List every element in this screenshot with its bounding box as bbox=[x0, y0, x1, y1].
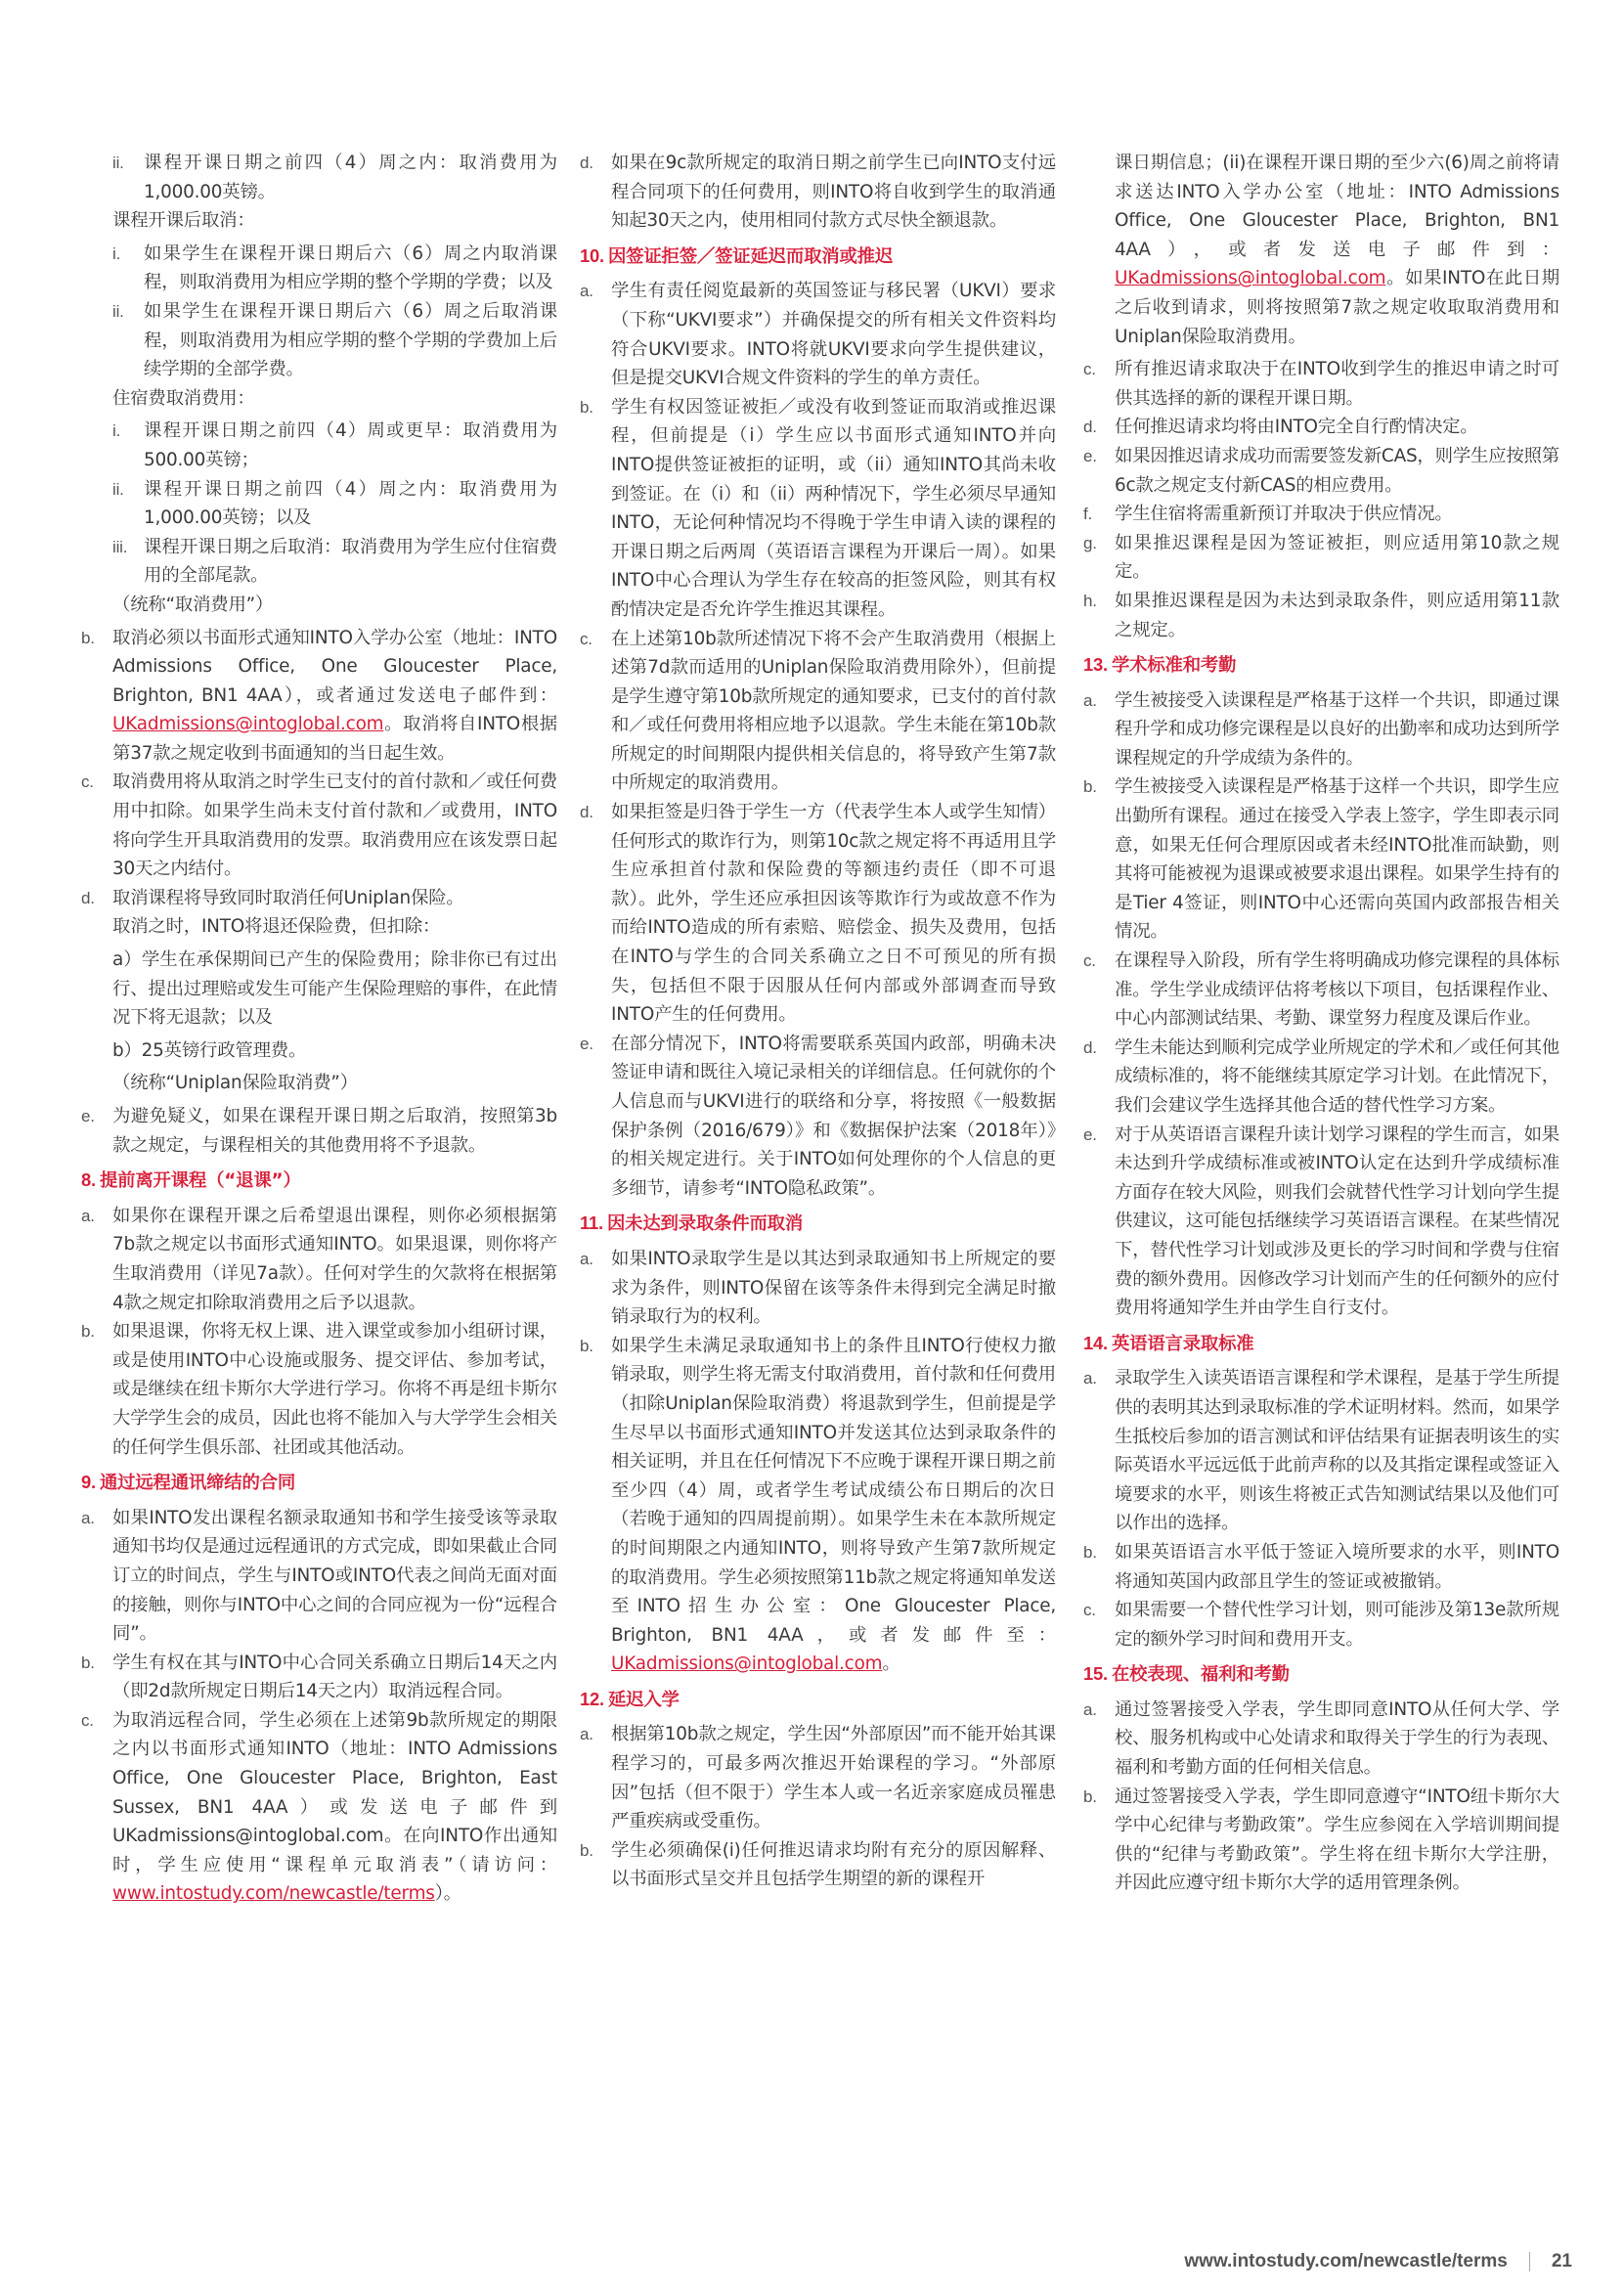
clause-item bbox=[1083, 686, 1559, 773]
clause-item bbox=[580, 798, 1056, 1030]
paragraph-text bbox=[81, 591, 557, 620]
text-span: 如果INTO发出课程名额录取通知书和学生接受该等录取通知书均仅是通过远程通讯的方式完成，即如果截止合同订立的时间点，学生与INTO或INTO代表之间尚无面对面的接触，则你与INTO中心之间的合同应视为一份“远程合同”。 bbox=[112, 1507, 557, 1645]
clause-item bbox=[81, 475, 557, 533]
clause-marker: a. bbox=[580, 282, 593, 301]
clause-item bbox=[1083, 772, 1559, 947]
clause-text bbox=[144, 297, 557, 384]
clause-text bbox=[1115, 1538, 1559, 1596]
clause-text bbox=[611, 625, 1056, 799]
clause-item bbox=[81, 624, 557, 769]
clause-marker: e. bbox=[580, 1034, 593, 1053]
text-span: 在课程导入阶段，所有学生将明确成功修完课程的具体标准。学生学业成绩评估将考核以下项目，包括课程作业、中心内部测试结果、考勤、课堂努力程度及课后作业。 bbox=[1115, 950, 1559, 1030]
clause-item bbox=[580, 625, 1056, 799]
clause-text bbox=[611, 1836, 1056, 1894]
section-title: 在校表现、福利和考勤 bbox=[1111, 1664, 1290, 1686]
hyperlink[interactable]: UKadmissions@intoglobal.com bbox=[1115, 268, 1386, 289]
clause-item bbox=[81, 1504, 557, 1649]
text-span: 为取消远程合同，学生必须在上述第9b款所规定的期限之内以书面形式通知INTO（地址：INTO Admissions Office, One Gloucester Place, Brighton, East Sussex, BN1 4AA）或发送电子邮件到UKadmissions@intoglobal.com。在向INTO作出通知时，学生应使用“课程单元取消表”（请访问： bbox=[112, 1709, 557, 1875]
text-span: 如果推迟课程是因为签证被拒，则应适用第10款之规定。 bbox=[1115, 532, 1559, 583]
section-number: 11. bbox=[580, 1212, 603, 1234]
footer-url[interactable]: www.intostudy.com/newcastle/terms bbox=[1184, 2251, 1508, 2271]
text-span: 学生未能达到顺利完成学业所规定的学术和／或任何其他成绩标准的，将不能继续其原定学习计划。在此情况下，我们会建议学生选择其他合适的替代性学习方案。 bbox=[1115, 1036, 1559, 1116]
clause-marker: d. bbox=[580, 803, 593, 822]
clause-text bbox=[611, 1030, 1056, 1204]
text-span: 如果拒签是归咎于学生一方（代表学生本人或学生知情）任何形式的欺诈行为，则第10c款之规定将不再适用且学生应承担首付款和保险费的等额违约责任（即不可退款）。此外，学生还应承担因该等欺诈行为或故意不作为而给INTO造成的所有索赔、赔偿金、损失及费用，包括在INTO与学生的合同关系确立之日不可预见的所有损失，包括但不限于因服从任何内部或外部调查而导致INTO产生的任何费用。 bbox=[611, 802, 1056, 1026]
clause-item bbox=[1083, 442, 1559, 500]
clause-item bbox=[580, 149, 1056, 236]
clause-item bbox=[81, 240, 557, 297]
text-span: （统称“Uniplan保险取消费”） bbox=[112, 1073, 358, 1094]
clause-marker: c. bbox=[1083, 360, 1096, 379]
hyperlink[interactable]: UKadmissions@intoglobal.com bbox=[112, 714, 384, 735]
clause-item bbox=[81, 417, 557, 474]
text-span: 如果学生未满足录取通知书上的条件且INTO行使权力撤销录取，则学生将无需支付取消费用，首付款和任何费用（扣除Uniplan保险取消费）将退款到学生，但前提是学生尽早以书面形式通知INTO并发送其位达到录取条件的相关证明，并且在任何情况下不应晚于课程开课日期之前至少四（4）周，或者学生考试成绩公布日期后的次日（若晚于通知的四周提前期）。如果学生未在本款所规定的时间期限之内通知INTO，则将导致产生第7款所规定的取消费用。学生必须按照第11b款之规定将通知单发送至INTO招生办公室：One Gloucester Place, Brighton, BN1 4AA，或者发邮件至： bbox=[611, 1335, 1056, 1646]
section-title: 延迟入学 bbox=[607, 1689, 680, 1710]
clause-item bbox=[81, 1202, 557, 1317]
section-number: 8. bbox=[81, 1169, 96, 1191]
paragraph-text bbox=[81, 946, 557, 1033]
clause-item bbox=[580, 393, 1056, 625]
clause-text bbox=[1115, 587, 1559, 644]
clause-item bbox=[1083, 1596, 1559, 1653]
paragraph-text bbox=[81, 206, 557, 236]
clause-item bbox=[81, 1649, 557, 1706]
text-span: 在上述第10b款所述情况下将不会产生取消费用（根据上述第7d款而适用的Uniplan保险取消费用除外），但前提是学生遵守第10b款所规定的通知要求，已支付的首付款和／或任何费用将相应地予以退款。学生未能在第10b款所规定的时间期限内提供相关信息的，将导致产生第7款中所规定的取消费用。 bbox=[611, 628, 1056, 794]
clause-marker: e. bbox=[1083, 1124, 1097, 1144]
text-span: （统称“取消费用”） bbox=[112, 594, 274, 615]
text-span: 如果需要一个替代性学习计划，则可能涉及第13e款所规定的额外学习时间和费用开支。 bbox=[1115, 1600, 1559, 1650]
clause-text bbox=[611, 393, 1056, 625]
clause-marker: ii. bbox=[112, 154, 124, 172]
clause-marker: a. bbox=[1083, 690, 1097, 710]
text-span: 课程开课日期之前四（4）周或更早：取消费用为500.00英镑； bbox=[144, 420, 557, 470]
clause-marker: i. bbox=[112, 421, 121, 441]
paragraph-text bbox=[81, 1036, 557, 1066]
section-title: 因签证拒签／签证延迟而取消或推迟 bbox=[607, 245, 894, 267]
text-span: ）。 bbox=[434, 1883, 461, 1905]
section-heading bbox=[1083, 650, 1559, 681]
page-number: 21 bbox=[1551, 2251, 1572, 2271]
clause-item bbox=[580, 1836, 1056, 1894]
clause-marker: h. bbox=[1083, 591, 1097, 610]
clause-marker: b. bbox=[1083, 1786, 1097, 1806]
clause-marker: b. bbox=[580, 397, 593, 417]
text-span: 学生有权因签证被拒／或没有收到签证而取消或推迟课程，但前提是（i）学生应以书面形式通知INTO并向INTO提供签证被拒的证明，或（ii）通知INTO其尚未收到签证。在（i）和（ii）两种情况下，学生必须尽早通知INTO，无论何种情况均不得晚于学生申请入读的课程的开课日期之后两周（英语语言课程为开课后一周）。如果INTO中心合理认为学生存在较高的拒签风险，则其有权酌情决定是否允许学生推迟其课程。 bbox=[611, 396, 1056, 620]
clause-text bbox=[1115, 1696, 1559, 1783]
clause-text bbox=[1115, 413, 1559, 442]
column-right bbox=[1083, 149, 1559, 1898]
clause-text bbox=[1115, 355, 1559, 413]
clause-item bbox=[1083, 1696, 1559, 1783]
hyperlink[interactable]: UKadmissions@intoglobal.com bbox=[611, 1653, 883, 1675]
clause-text bbox=[1115, 1121, 1559, 1323]
text-span: 如果INTO录取学生是以其达到录取通知书上所规定的要求为条件，则INTO保留在该等条件未得到完全满足时撤销录取行为的权利。 bbox=[611, 1248, 1056, 1328]
clause-text bbox=[112, 1706, 557, 1909]
clause-item bbox=[1083, 413, 1559, 442]
clause-marker: b. bbox=[1083, 777, 1097, 797]
clause-item bbox=[81, 1317, 557, 1462]
clause-item bbox=[1083, 587, 1559, 644]
clause-marker: d. bbox=[81, 888, 95, 907]
section-number: 12. bbox=[580, 1688, 604, 1709]
clause-marker: b. bbox=[580, 1336, 593, 1355]
clause-marker: iii. bbox=[112, 537, 128, 556]
clause-item bbox=[1083, 500, 1559, 529]
clause-item bbox=[580, 1030, 1056, 1204]
clause-marker: f. bbox=[1083, 505, 1093, 524]
text-span: 如果退课，你将无权上课、进入课堂或参加小组研讨课，或是使用INTO中心设施或服务、提交评估、参加考试，或是继续在纽卡斯尔大学进行学习。你将不再是纽卡斯尔大学学生会的成员，因此也将不能加入与大学学生会相关的任何学生俱乐部、社团或其他活动。 bbox=[112, 1321, 557, 1458]
clause-item bbox=[1083, 1034, 1559, 1121]
clause-item bbox=[81, 884, 557, 913]
section-heading bbox=[580, 1209, 1056, 1239]
text-span: 任何推迟请求均将由INTO完全自行酌情决定。 bbox=[1115, 417, 1478, 438]
clause-marker: ii. bbox=[112, 479, 124, 499]
footer-divider bbox=[1529, 2252, 1530, 2271]
clause-text bbox=[611, 1332, 1056, 1679]
text-span: 如果学生在课程开课日期后六（6）周之后取消课程，则取消费用为相应学期的整个学期的学费加上后续学期的全部学费。 bbox=[144, 300, 557, 380]
paragraph-text bbox=[81, 1069, 557, 1098]
clause-item bbox=[81, 297, 557, 384]
text-span: 如果英语语言水平低于签证入境所要求的水平，则INTO将通知英国内政部且学生的签证或被撤销。 bbox=[1115, 1541, 1559, 1592]
clause-item bbox=[1083, 947, 1559, 1034]
text-span: 根据第10b款之规定，学生因“外部原因”而不能开始其课程学习的，可最多两次推迟开始课程的学习。“外部原因”包括（但不限于）学生本人或一名近亲家庭成员罹患严重疾病或受重伤。 bbox=[611, 1724, 1056, 1832]
text-span: 学生有权在其与INTO中心合同关系确立日期后14天之内（即2d款所规定日期后14天之内）取消远程合同。 bbox=[112, 1652, 557, 1702]
clause-marker: c. bbox=[580, 629, 593, 648]
text-span: 学生被接受入读课程是严格基于这样一个共识，即学生应出勤所有课程。通过在接受入学表上签字，学生即表示同意，如果无任何合理原因或者未经INTO批准而缺勤，则其将可能被视为退课或被要求退出课程。如果学生持有的是Tier 4签证，则INTO中心还需向英国内政部报告相关情况。 bbox=[1115, 776, 1559, 943]
clause-item bbox=[81, 1102, 557, 1160]
clause-item bbox=[580, 1720, 1056, 1835]
clause-text bbox=[112, 884, 557, 913]
clause-marker: e. bbox=[1083, 446, 1097, 465]
section-number: 14. bbox=[1083, 1332, 1108, 1353]
text-span: 取消之时，INTO将退还保险费，但扣除： bbox=[112, 916, 441, 938]
text-span: a）学生在承保期间已产生的保险费用；除非你已有过出行、提出过理赔或发生可能产生保险理赔的事件，在此情况下将无退款；以及 bbox=[112, 949, 557, 1029]
text-span: 通过签署接受入学表，学生即同意INTO从任何大学、学校、服务机构或中心处请求和取得关于学生的行为表现、福利和考勤方面的任何相关信息。 bbox=[1115, 1698, 1559, 1779]
column-left bbox=[81, 149, 557, 1909]
clause-text bbox=[1115, 686, 1559, 773]
clause-text bbox=[1115, 442, 1559, 500]
section-heading bbox=[81, 1166, 557, 1196]
clause-marker: b. bbox=[1083, 1542, 1097, 1562]
clause-text bbox=[112, 1202, 557, 1317]
text-span: 如果学生在课程开课日期后六（6）周之内取消课程，则取消费用为相应学期的整个学期的学费；以及 bbox=[144, 242, 557, 293]
clause-text bbox=[1115, 1783, 1559, 1898]
clause-text bbox=[144, 533, 557, 591]
clause-marker: e. bbox=[81, 1107, 95, 1125]
section-title: 英语语言录取标准 bbox=[1111, 1333, 1254, 1354]
clause-item bbox=[1083, 1121, 1559, 1323]
clause-item bbox=[1083, 355, 1559, 413]
clause-text bbox=[1115, 1596, 1559, 1653]
text-span: 取消必须以书面形式通知INTO入学办公室（地址：INTO Admissions Office, One Gloucester Place, Brighton, BN1 4AA），或者通过发送电子邮件到： bbox=[112, 627, 557, 706]
clause-marker: g. bbox=[1083, 533, 1097, 552]
clause-text bbox=[1115, 500, 1559, 529]
text-span: 取消课程将导致同时取消任何Uniplan保险。 bbox=[112, 887, 464, 908]
clause-marker: a. bbox=[580, 1249, 593, 1268]
clause-text bbox=[144, 240, 557, 297]
clause-text bbox=[611, 798, 1056, 1030]
section-heading bbox=[580, 242, 1056, 272]
section-number: 10. bbox=[580, 244, 604, 266]
clause-text bbox=[611, 1720, 1056, 1835]
clause-text bbox=[112, 1649, 557, 1706]
text-span: 在部分情况下，INTO将需要联系英国内政部，明确未决签证申请和既往入境记录相关的详细信息。任何就你的个人信息而与UKVI进行的联络和分享，将按照《一般数据保护条例（2016/679）》和《数据保护法案（2018年）》的相关规定进行。关于INTO如何处理你的个人信息的更多细节，请参考“INTO隐私政策”。 bbox=[611, 1033, 1056, 1199]
clause-item bbox=[1083, 1538, 1559, 1596]
text-span: 。如果INTO在此日期之后收到请求，则将按照第7款之规定收取取消费用和Uniplan保险取消费用。 bbox=[1115, 268, 1559, 347]
clause-text bbox=[611, 277, 1056, 392]
section-title: 因未达到录取条件而取消 bbox=[606, 1213, 804, 1235]
column-middle bbox=[580, 149, 1056, 1894]
text-span: 课程开课日期之前四（4）周之内：取消费用为1,000.00英镑。 bbox=[144, 153, 557, 202]
section-title: 通过远程通讯缔结的合同 bbox=[99, 1473, 296, 1494]
clause-marker: a. bbox=[1083, 1369, 1097, 1388]
clause-text bbox=[611, 149, 1056, 236]
clause-marker: c. bbox=[1083, 1601, 1096, 1620]
text-span: 如果推迟课程是因为未达到录取条件，则应适用第11款之规定。 bbox=[1115, 590, 1559, 640]
clause-item bbox=[580, 1332, 1056, 1679]
text-span: 学生被接受入读课程是严格基于这样一个共识，即通过课程升学和成功修完课程是以良好的出勤率和成功达到所学课程规定的升学成绩为条件的。 bbox=[1115, 689, 1559, 769]
text-span: 学生住宿将需重新预订并取决于供应情况。 bbox=[1115, 504, 1453, 525]
text-span: 。 bbox=[882, 1653, 900, 1675]
text-span: 课程开课日期之后取消：取消费用为学生应付住宿费用的全部尾款。 bbox=[144, 536, 557, 587]
clause-marker: b. bbox=[81, 628, 95, 647]
clause-marker: a. bbox=[81, 1508, 95, 1527]
clause-marker: a. bbox=[580, 1725, 593, 1744]
clause-text bbox=[112, 1102, 557, 1160]
text-span: 学生有责任阅览最新的英国签证与移民署（UKVI）要求（下称“UKVI要求”）并确保提交的所有相关文件资料均符合UKVI要求。INTO将就UKVI要求向学生提供建议，但是提交UKVI合规文件资料的学生的单方责任。 bbox=[611, 281, 1056, 389]
clause-marker: b. bbox=[580, 1840, 593, 1860]
clause-item bbox=[1083, 529, 1559, 587]
clause-text bbox=[1115, 1364, 1559, 1538]
text-span: 录取学生入读英语语言课程和学术课程，是基于学生所提供的表明其达到录取标准的学术证明材料。然而，如果学生抵校后参加的语言测试和评估结果有证据表明该生的实际英语水平远远低于此前声称的以及其指定课程或签证入境要求的水平，则该生将被正式告知测试结果以及他们可以作出的选择。 bbox=[1115, 1368, 1559, 1534]
text-span: 如果在9c款所规定的取消日期之前学生已向INTO支付远程合同项下的任何费用，则INTO将自收到学生的取消通知起30天之内，使用相同付款方式尽快全额退款。 bbox=[611, 153, 1056, 232]
clause-item bbox=[81, 149, 557, 206]
clause-item bbox=[580, 277, 1056, 392]
text-span: 通过签署接受入学表，学生即同意遵守“INTO纽卡斯尔大学中心纪律与考勤政策”。学生应参阅在入学培训期间提供的“纪律与考勤政策”。学生将在纽卡斯尔大学注册，并因此应遵守纽卡斯尔大学的适用管理条例。 bbox=[1115, 1785, 1559, 1894]
text-span: 。取消将自INTO根据第37款之规定收到书面通知的当日起生效。 bbox=[112, 714, 557, 764]
section-number: 15. bbox=[1083, 1663, 1108, 1685]
clause-marker: a. bbox=[1083, 1699, 1097, 1719]
text-span: 对于从英语语言课程升读计划学习课程的学生而言，如果未达到升学成绩标准或被INTO认定在达到升学成绩标准方面存在较大风险，则我们会就替代性学习计划向学生提供建议，这可能包括继续学习英语语言课程。在某些情况下，替代性学习计划或涉及更长的学习时间和学费与住宿费的额外费用。因修改学习计划而产生的任何额外的应付费用将通知学生并由学生自行支付。 bbox=[1115, 1124, 1559, 1319]
clause-text bbox=[112, 1317, 557, 1462]
clause-marker: d. bbox=[1083, 1037, 1097, 1057]
clause-marker: c. bbox=[81, 1710, 94, 1730]
clause-text bbox=[144, 417, 557, 474]
text-span: 为避免疑义，如果在课程开课日期之后取消，按照第3b款之规定，与课程相关的其他费用将不予退款。 bbox=[112, 1106, 557, 1156]
text-span: 取消费用将从取消之时学生已支付的首付款和／或任何费用中扣除。如果学生尚未支付首付款和／或费用，INTO将向学生开具取消费用的发票。取消费用应在该发票日起30天之内结付。 bbox=[112, 771, 557, 880]
text-span: 课日期信息；(ii)在课程开课日期的至少六(6)周之前将请求送达INTO入学办公室（地址：INTO Admissions Office, One Gloucester Place, Brighton, BN1 4AA），或者发送电子邮件到： bbox=[1115, 153, 1559, 260]
paragraph-text bbox=[1083, 149, 1559, 351]
clause-marker: a. bbox=[81, 1206, 95, 1225]
section-number: 13. bbox=[1083, 654, 1108, 676]
section-heading bbox=[580, 1685, 1056, 1715]
clause-marker: d. bbox=[580, 154, 593, 172]
clause-text bbox=[112, 624, 557, 769]
text-span: b）25英镑行政管理费。 bbox=[112, 1039, 307, 1061]
text-span: 住宿费取消费用： bbox=[112, 387, 255, 409]
text-span: 所有推迟请求取决于在INTO收到学生的推迟申请之时可供其选择的新的课程开课日期。 bbox=[1115, 359, 1559, 409]
section-heading bbox=[1083, 1659, 1559, 1690]
clause-text bbox=[611, 1245, 1056, 1332]
clause-item bbox=[580, 1245, 1056, 1332]
clause-marker: b. bbox=[81, 1322, 95, 1342]
clause-item bbox=[1083, 1364, 1559, 1538]
clause-marker: c. bbox=[81, 772, 94, 792]
hyperlink[interactable]: www.intostudy.com/newcastle/terms bbox=[112, 1883, 435, 1905]
section-number: 9. bbox=[81, 1472, 96, 1493]
clause-marker: b. bbox=[81, 1653, 95, 1672]
clause-text bbox=[1115, 529, 1559, 587]
text-span: 如果因推迟请求成功而需要签发新CAS，则学生应按照第6c款之规定支付新CAS的相应费用。 bbox=[1115, 445, 1559, 496]
text-span: 如果你在课程开课之后希望退出课程，则你必须根据第7b款之规定以书面形式通知INTO。如果退课，则你将产生取消费用（详见7a款）。任何对学生的欠款将在根据第4款之规定扣除取消费用之后予以退款。 bbox=[112, 1205, 557, 1313]
clause-item bbox=[81, 533, 557, 591]
section-heading bbox=[81, 1468, 557, 1498]
clause-marker: i. bbox=[112, 243, 121, 263]
clause-text bbox=[144, 475, 557, 533]
clause-marker: ii. bbox=[112, 301, 124, 321]
clause-text bbox=[1115, 947, 1559, 1034]
clause-text bbox=[112, 1504, 557, 1649]
page-footer bbox=[1103, 2247, 1572, 2276]
section-title: 提前离开课程（“退课”） bbox=[99, 1170, 301, 1192]
clause-text bbox=[112, 768, 557, 883]
text-span: 课程开课日期之前四（4）周之内：取消费用为1,000.00英镑；以及 bbox=[144, 478, 557, 529]
text-span: 课程开课后取消： bbox=[112, 210, 255, 232]
clause-item bbox=[81, 1706, 557, 1909]
clause-marker: d. bbox=[1083, 418, 1097, 437]
text-span: 学生必须确保(i)任何推迟请求均附有充分的原因解释、以书面形式呈交并且包括学生期望的新的课程开 bbox=[611, 1839, 1056, 1890]
clause-text bbox=[144, 149, 557, 206]
clause-text bbox=[1115, 1034, 1559, 1121]
section-heading bbox=[1083, 1329, 1559, 1359]
clause-marker: c. bbox=[1083, 951, 1096, 971]
section-title: 学术标准和考勤 bbox=[1111, 655, 1237, 677]
paragraph-text bbox=[81, 912, 557, 942]
clause-text bbox=[1115, 772, 1559, 947]
clause-item bbox=[1083, 1783, 1559, 1898]
paragraph-text bbox=[81, 384, 557, 414]
clause-item bbox=[81, 768, 557, 883]
